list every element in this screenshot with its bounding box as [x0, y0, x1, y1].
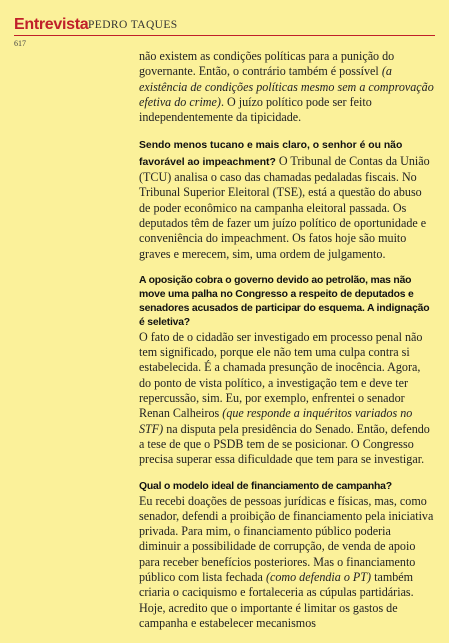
page-number: 617: [14, 39, 26, 48]
answer-text: não existem as condições políticas para a punição do governante. Então, o contrário também é possível (a existência de condições políticas mesmo sem a comprovação efetiva do crime). O juízo político pode ser feito independentemente da tipicidade.: [139, 49, 434, 125]
answer-text: Eu recebi doações de pessoas jurídicas e físicas, mas, como senador, defendi a proibição de financiamento pela iniciativa privada. Para mim, o financiamento público poderia diminuir a possibilidade de corrupção, de venda de apoio para receber benefícios posteriores. Mas o financiamento público com lista fechada (como defendia o PT) também criaria o caciquismo e fortaleceria as cúpulas partidárias. Hoje, acredito que o importante é limitar os gastos de campanha e estabelecer mecanismos: [139, 493, 434, 630]
qa-petrolao: [139, 274, 435, 468]
italic-aside: (como defendia o PT): [265, 570, 372, 585]
question-text: A oposição cobra o governo devido ao petrolão, mas não move uma palha no Congresso a respeito de deputados e senadores acusados de participar do esquema. A indignação é seletiva?: [139, 274, 430, 328]
interviewee-name: PEDRO TAQUES: [88, 19, 178, 31]
qa-impeachment: [139, 137, 435, 261]
answer-text: O fato de o cidadão ser investigado em processo penal não tem significado, porque ele não tem uma culpa contra si estabelecida. É a chamada presunção de inocência. Agora, do ponto de vista político, a investigação tem e deve ter repercussão, sim. Eu, por exemplo, enfrentei o senador Renan Calheiros (que responde a inquéritos variados no STF) na disputa pela presidência do Senado. Então, defendo a tese de que o PSDB tem de se posicionar. O Congresso precisa superar essa dificuldade que tem para se investigar.: [139, 329, 430, 467]
question-text: Sendo menos tucano e mais claro, o senhor é ou não favorável ao impeachment?: [139, 140, 403, 168]
question-text: Qual o modelo ideal de financiamento de campanha?: [139, 480, 392, 492]
italic-aside: (que responde a inquéritos variados no STF): [139, 406, 413, 436]
section-kicker: Entrevista: [14, 16, 89, 33]
answer-text: Sendo menos tucano e mais claro, o senhor é ou não favorável ao impeachment? O Tribunal de Contas da União (TCU) analisa o caso das chamadas pedaladas fiscais. No Tribunal Superior Eleitoral (TSE), está a questão do abuso de poder econômico na campanha eleitoral passada. Os deputados têm de fazer um juízo político de oportunidade e conveniência do impeachment. Os fatos hoje são muito graves e merecem, sim, uma ordem de julgamento.: [139, 140, 430, 261]
article-body: [139, 49, 435, 643]
header-rule: [14, 35, 435, 36]
paragraph-continuation: [139, 49, 435, 125]
page-header: [14, 16, 435, 36]
italic-aside: (a existência de condições políticas mesmo sem a comprovação efetiva do crime): [139, 64, 434, 109]
qa-financiamento: [139, 480, 435, 632]
